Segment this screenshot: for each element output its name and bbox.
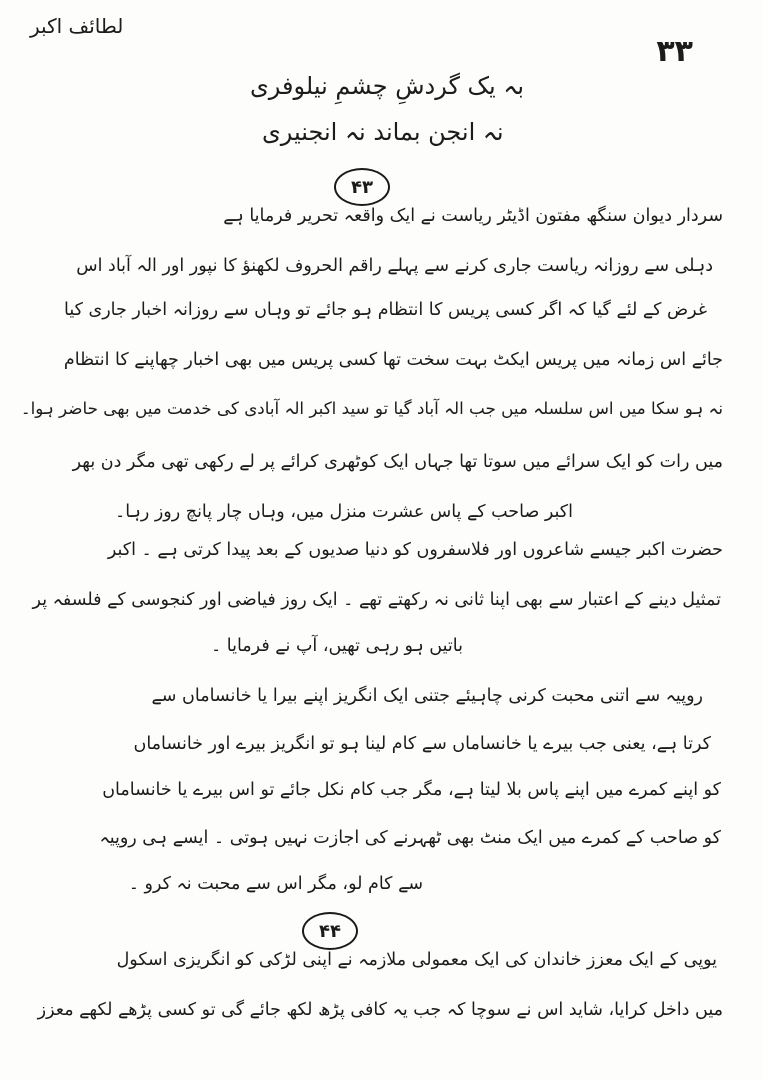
page-number: ۳۳ — [656, 34, 693, 69]
couplet-line-2: نہ انجن بماند نہ انجنیری — [262, 118, 504, 146]
body-line: کو اپنے کمرے میں اپنے پاس بلا لیتا ہے، مگر جب کام نکل جائے تو اس بیرے یا خانساماں — [102, 780, 721, 800]
body-line: دہلی سے روزانہ ریاست جاری کرنے سے پہلے راقم الحروف لکھنؤ کا نپور اور الہ آباد اس — [76, 256, 713, 276]
body-line: جائے اس زمانہ میں پریس ایکٹ بہت سخت تھا کسی پریس میں بھی اخبار چھاپنے کا انتظام — [63, 350, 723, 370]
body-line: غرض کے لئے گیا کہ اگر کسی پریس کا انتظام ہو جائے تو وہاں سے روزانہ اخبار جاری کیا — [64, 300, 707, 320]
couplet-line-1: بہ یک گردشِ چشمِ نیلوفری — [250, 72, 525, 100]
body-line: کو صاحب کے کمرے میں ایک منٹ بھی ٹھہرنے کی اجازت نہیں ہوتی ۔ ایسے ہی روپیہ — [99, 828, 721, 848]
section-number-badge: ۴۳ — [334, 168, 390, 206]
body-line: روپیہ سے اتنی محبت کرنی چاہیئے جتنی ایک انگریز اپنے بیرا یا خانساماں سے — [151, 686, 703, 706]
body-line: نہ ہو سکا میں اس سلسلہ میں جب الہ آباد گیا تو سید اکبر الہ آبادی کی خدمت میں بھی حاضر ہوا۔ — [20, 398, 723, 418]
body-line: یوپی کے ایک معزز خاندان کی ایک معمولی ملازمہ نے اپنی لڑکی کو انگریزی اسکول — [116, 950, 717, 970]
body-line: اکبر صاحب کے پاس عشرت منزل میں، وہاں چار پانچ روز رہا۔ — [115, 502, 573, 522]
body-line: باتیں ہو رہی تھیں، آپ نے فرمایا ۔ — [210, 636, 463, 656]
body-line: میں داخل کرایا، شاید اس نے سوچا کہ جب یہ کافی پڑھ لکھ جائے گی تو کسی پڑھے لکھے معزز — [37, 1000, 723, 1020]
book-title: لطائف اکبر — [30, 14, 124, 38]
body-line: سردار دیوان سنگھ مفتون اڈیٹر ریاست نے ایک واقعہ تحریر فرمایا ہے — [223, 206, 723, 226]
body-line: کرتا ہے، یعنی جب بیرے یا خانساماں سے کام لینا ہو تو انگریز بیرے اور خانساماں — [133, 734, 711, 754]
body-line: تمثیل دینے کے اعتبار سے بھی اپنا ثانی نہ رکھتے تھے ۔ ایک روز فیاضی اور کنجوسی کے فلسفہ پر — [32, 590, 721, 610]
body-line: میں رات کو ایک سرائے میں سوتا تھا جہاں ایک کوٹھری کرائے پر لے رکھی تھی مگر دن بھر — [72, 452, 723, 472]
body-line: حضرت اکبر جیسے شاعروں اور فلاسفروں کو دنیا صدیوں کے بعد پیدا کرتی ہے ۔ اکبر — [107, 540, 723, 560]
section-number-badge: ۴۴ — [302, 912, 358, 950]
body-line: سے کام لو، مگر اس سے محبت نہ کرو ۔ — [128, 874, 423, 894]
